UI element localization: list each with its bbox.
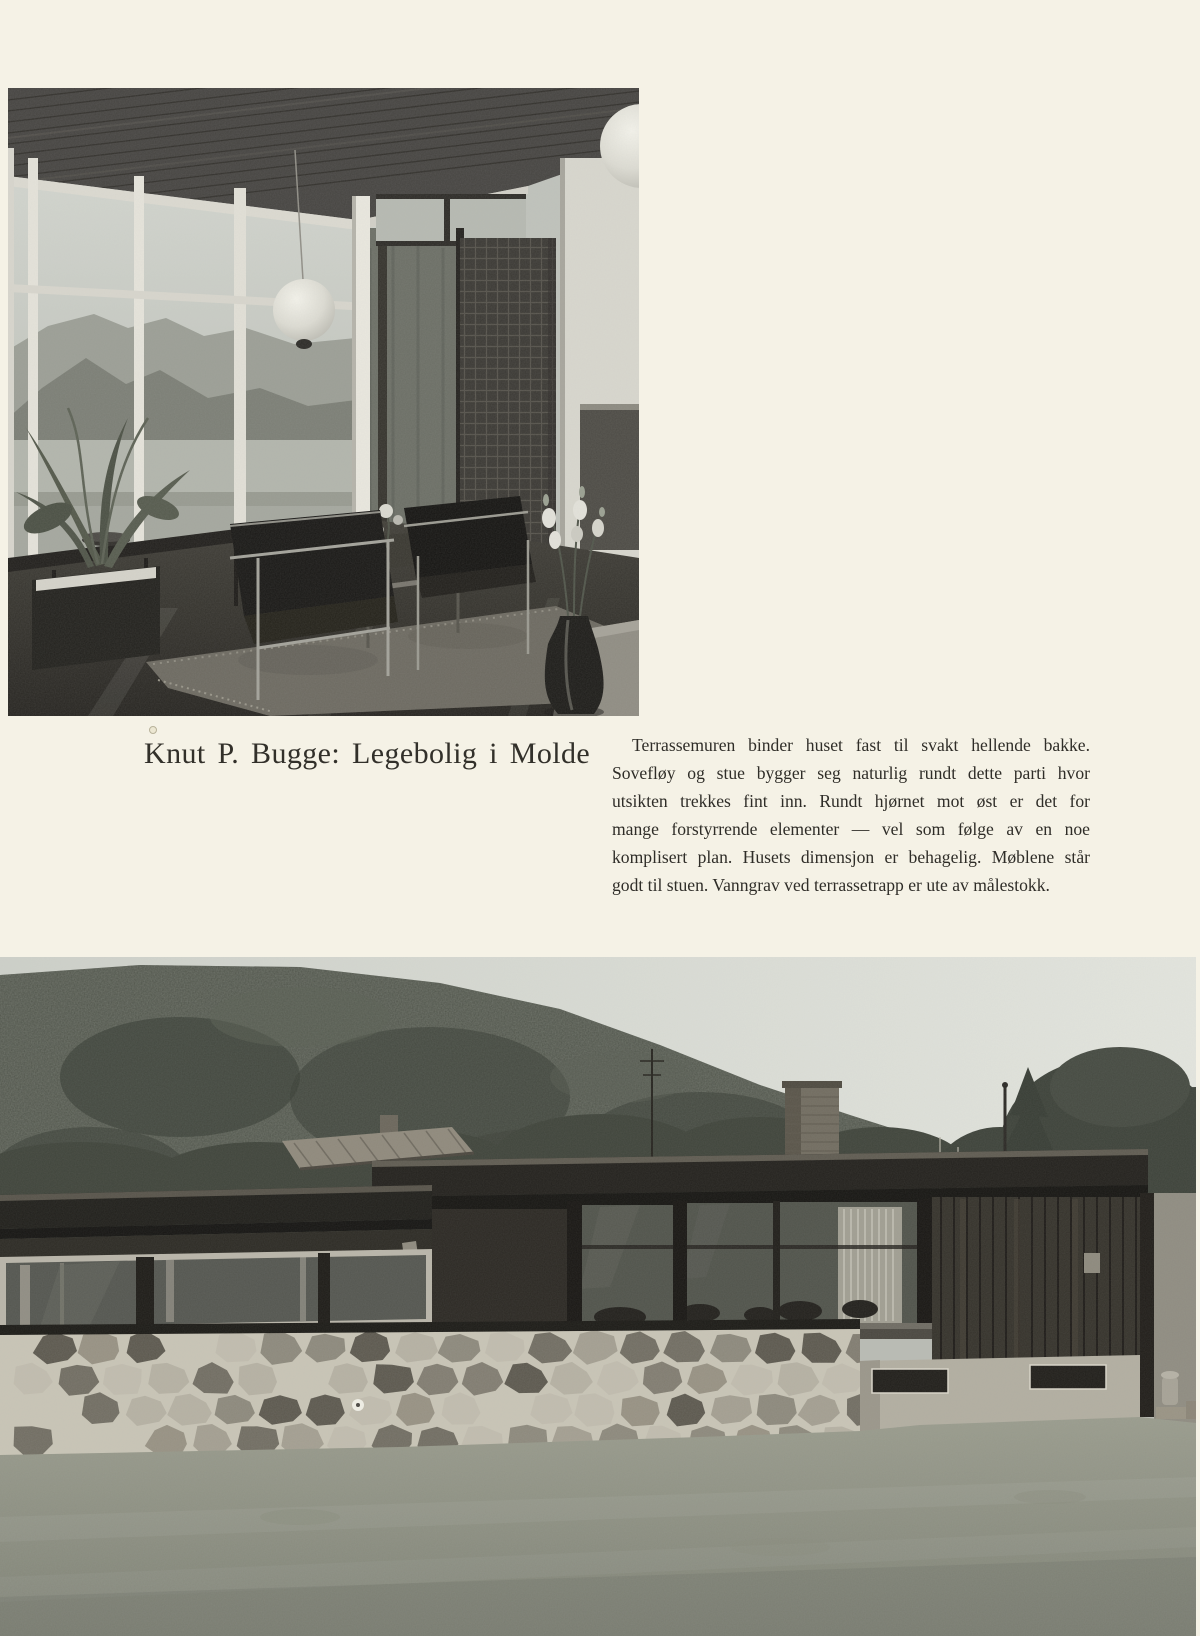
exterior-photo-art [0, 957, 1196, 1636]
text-line: mange forstyrrende elementer — vel som følge av en noe [612, 819, 1090, 839]
interior-photo [8, 88, 639, 716]
text-line: utsikten trekkes fint inn. Rundt hjørnet mot øst er det for [612, 791, 1090, 811]
photo-grain [8, 88, 639, 716]
text-line: Sovefløy og stue bygger seg naturlig rundt dette parti hvor [612, 763, 1090, 783]
text-line: Terrassemuren binder huset fast til svakt hellende bakke. [632, 735, 1090, 755]
exterior-photo [0, 957, 1196, 1636]
article-text [612, 731, 1090, 899]
print-artifact-dot [149, 726, 157, 734]
photo-grain [0, 957, 1196, 1636]
text-line: godt til stuen. Vanngrav ved terrassetrapp er ute av målestokk. [612, 875, 1050, 895]
article-title: Knut P. Bugge: Legebolig i Molde [144, 737, 591, 770]
interior-photo-art [8, 88, 639, 716]
text-line: komplisert plan. Husets dimensjon er behagelig. Møblene står [612, 847, 1090, 867]
